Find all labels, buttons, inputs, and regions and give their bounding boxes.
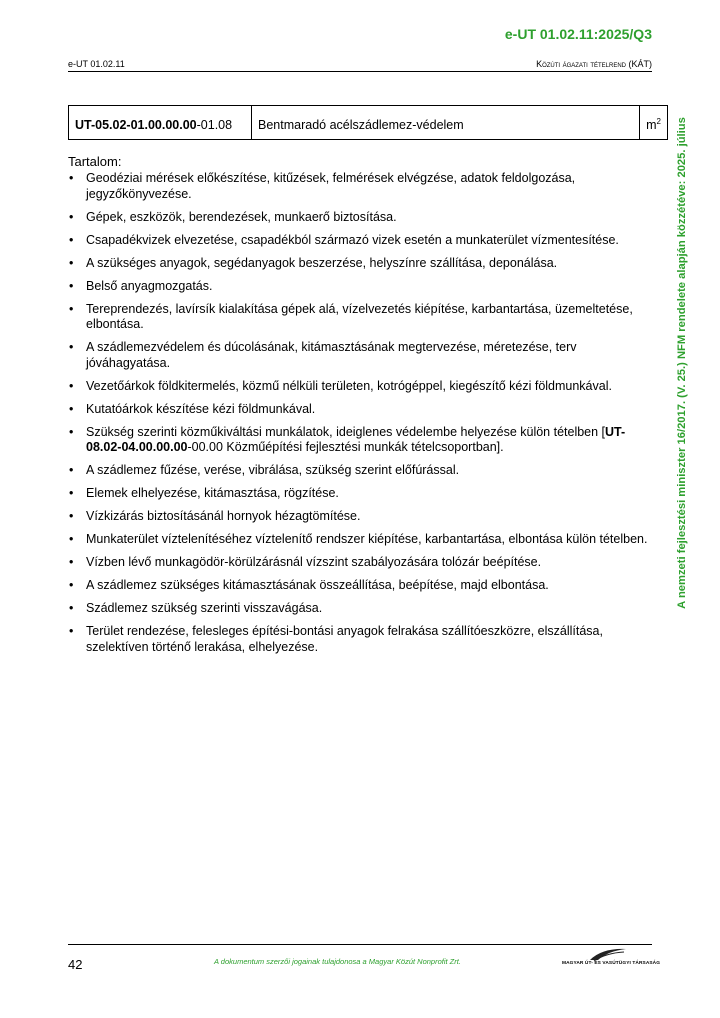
list-item [68,555,648,571]
list-item [68,210,648,226]
list-item [68,233,648,249]
bullet-icon: • [69,171,74,185]
list-item-text: Kutatóárkok készítése kézi földmunkával. [86,401,316,416]
item-unit-exponent: 2 [656,116,661,126]
bullet-icon: • [69,401,74,416]
list-item [68,379,648,395]
reference-code: UT-08.02-04.00.00.00 [86,424,626,454]
list-item-text: Belső anyagmozgatás. [86,278,213,293]
list-item-text: Csapadékvizek elvezetése, csapadékból származó vizek esetén a munkaterület vízmentesítése. [86,232,619,247]
list-item-text: Tereprendezés, lavírsík kialakítása gépek alá, vízelvezetés kiépítése, karbantartása, üzemeltetése, elbontása. [86,301,633,331]
list-item [68,425,648,456]
bullet-icon: • [69,232,74,247]
bullet-icon: • [69,601,74,615]
bullet-icon: • [69,486,74,500]
bullet-icon: • [69,424,74,439]
society-logo [562,946,661,970]
list-item-text: A szádlemez szükséges kitámasztásának összeállítása, beépítése, majd elbontása. [86,578,549,592]
bullet-icon: • [69,340,74,354]
road-swoosh-icon [588,946,628,962]
bullet-icon: • [69,509,74,523]
list-item [68,402,648,418]
item-name: Bentmaradó acélszádlemez-védelem [258,117,464,132]
list-item-text: Geodéziai mérések előkészítése, kitűzések, felmérések elvégzése, adatok feldolgozása, jegyzőkönyvezése. [86,171,576,201]
bullet-icon: • [69,624,74,638]
page-number: 42 [68,957,83,972]
bullet-icon: • [69,463,74,477]
bullet-icon: • [69,209,74,224]
list-item [68,486,648,502]
bullet-icon: • [69,378,74,393]
list-item [68,256,648,272]
bullet-icon: • [69,301,74,316]
item-row [69,106,668,140]
list-item-text: Szükség szerinti közműkiváltási munkálatok, ideiglenes védelembe helyezése külön tételben [UT-08.02-04.00.00.00-00.00 Közműépítési fejlesztési munkák tételcsoportban]. [86,424,626,454]
list-item-text: Vízkizárás biztosításánál hornyok hézagtömítése. [86,509,361,523]
list-item-text: Gépek, eszközök, berendezések, munkaerő biztosítása. [86,209,397,224]
item-code-main: UT-05.02-01.00.00.00 [75,117,197,132]
item-code-cell [69,106,252,140]
content-list [68,171,648,663]
list-item [68,624,648,655]
list-item-text: A szádlemezvédelem és dúcolásának, kitámasztásának megtervezése, méretezése, terv jóváhagyatása. [86,340,577,370]
list-item [68,532,648,548]
bullet-icon: • [69,278,74,293]
list-item-text: A szükséges anyagok, segédanyagok beszerzése, helyszínre szállítása, deponálása. [86,255,558,270]
bullet-icon: • [69,555,74,569]
list-item-text: Vezetőárkok földkitermelés, közmű nélküli területen, kotrógéppel, kiegészítő kézi földmunkával. [86,378,612,393]
list-item [68,578,648,594]
item-code-suffix: -01.08 [196,117,233,132]
list-item-text: A szádlemez fűzése, verése, vibrálása, szükség szerint előfúrással. [86,463,460,477]
list-item [68,171,648,202]
side-publication-note: A nemzeti fejlesztési miniszter 16/2017. (V. 25.) NFM rendelete alapján közzétéve: 2025. július [676,117,688,609]
bullet-icon: • [69,532,74,546]
document-code: e-UT 01.02.11:2025/Q3 [504,26,652,42]
header-left-code: e-UT 01.02.11 [68,59,125,69]
list-item [68,509,648,525]
item-name-cell [252,106,640,140]
copyright-notice: A dokumentum szerzői jogainak tulajdonosa a Magyar Közút Nonprofit Zrt. [214,957,461,966]
list-item [68,302,648,333]
list-item [68,279,648,295]
logo-text: MAGYAR ÚT- ÉS VASÚTÜGYI TÁRSASÁG [562,961,661,966]
bullet-icon: • [69,255,74,270]
list-item [68,340,648,371]
list-item-text: Szádlemez szükség szerinti visszavágása. [86,601,323,615]
footer-divider [68,944,652,945]
list-item-text: Terület rendezése, felesleges építési-bontási anyagok felrakása szállítóeszközre, elszállítása, szelektíven történő lerakása, elhelyezése. [86,624,603,654]
bullet-icon: • [69,578,74,592]
list-item [68,601,648,617]
content-title: Tartalom: [68,154,122,169]
list-item-text: Vízben lévő munkagödör-körülzárásnál vízszint szabályozására tolózár beépítése. [86,555,542,569]
list-item [68,463,648,479]
list-item-text: Munkaterület víztelenítéséhez víztelenítő rendszer kiépítése, karbantartása, elbontása külön tételben. [86,532,648,546]
list-item-text: Elemek elhelyezése, kitámasztása, rögzítése. [86,486,339,500]
item-table [68,105,668,140]
header-right-title: Közúti ágazati tételrend (KÁT) [536,59,652,69]
item-unit-cell [640,106,668,140]
item-unit: m [646,118,657,133]
header-divider [68,71,652,72]
